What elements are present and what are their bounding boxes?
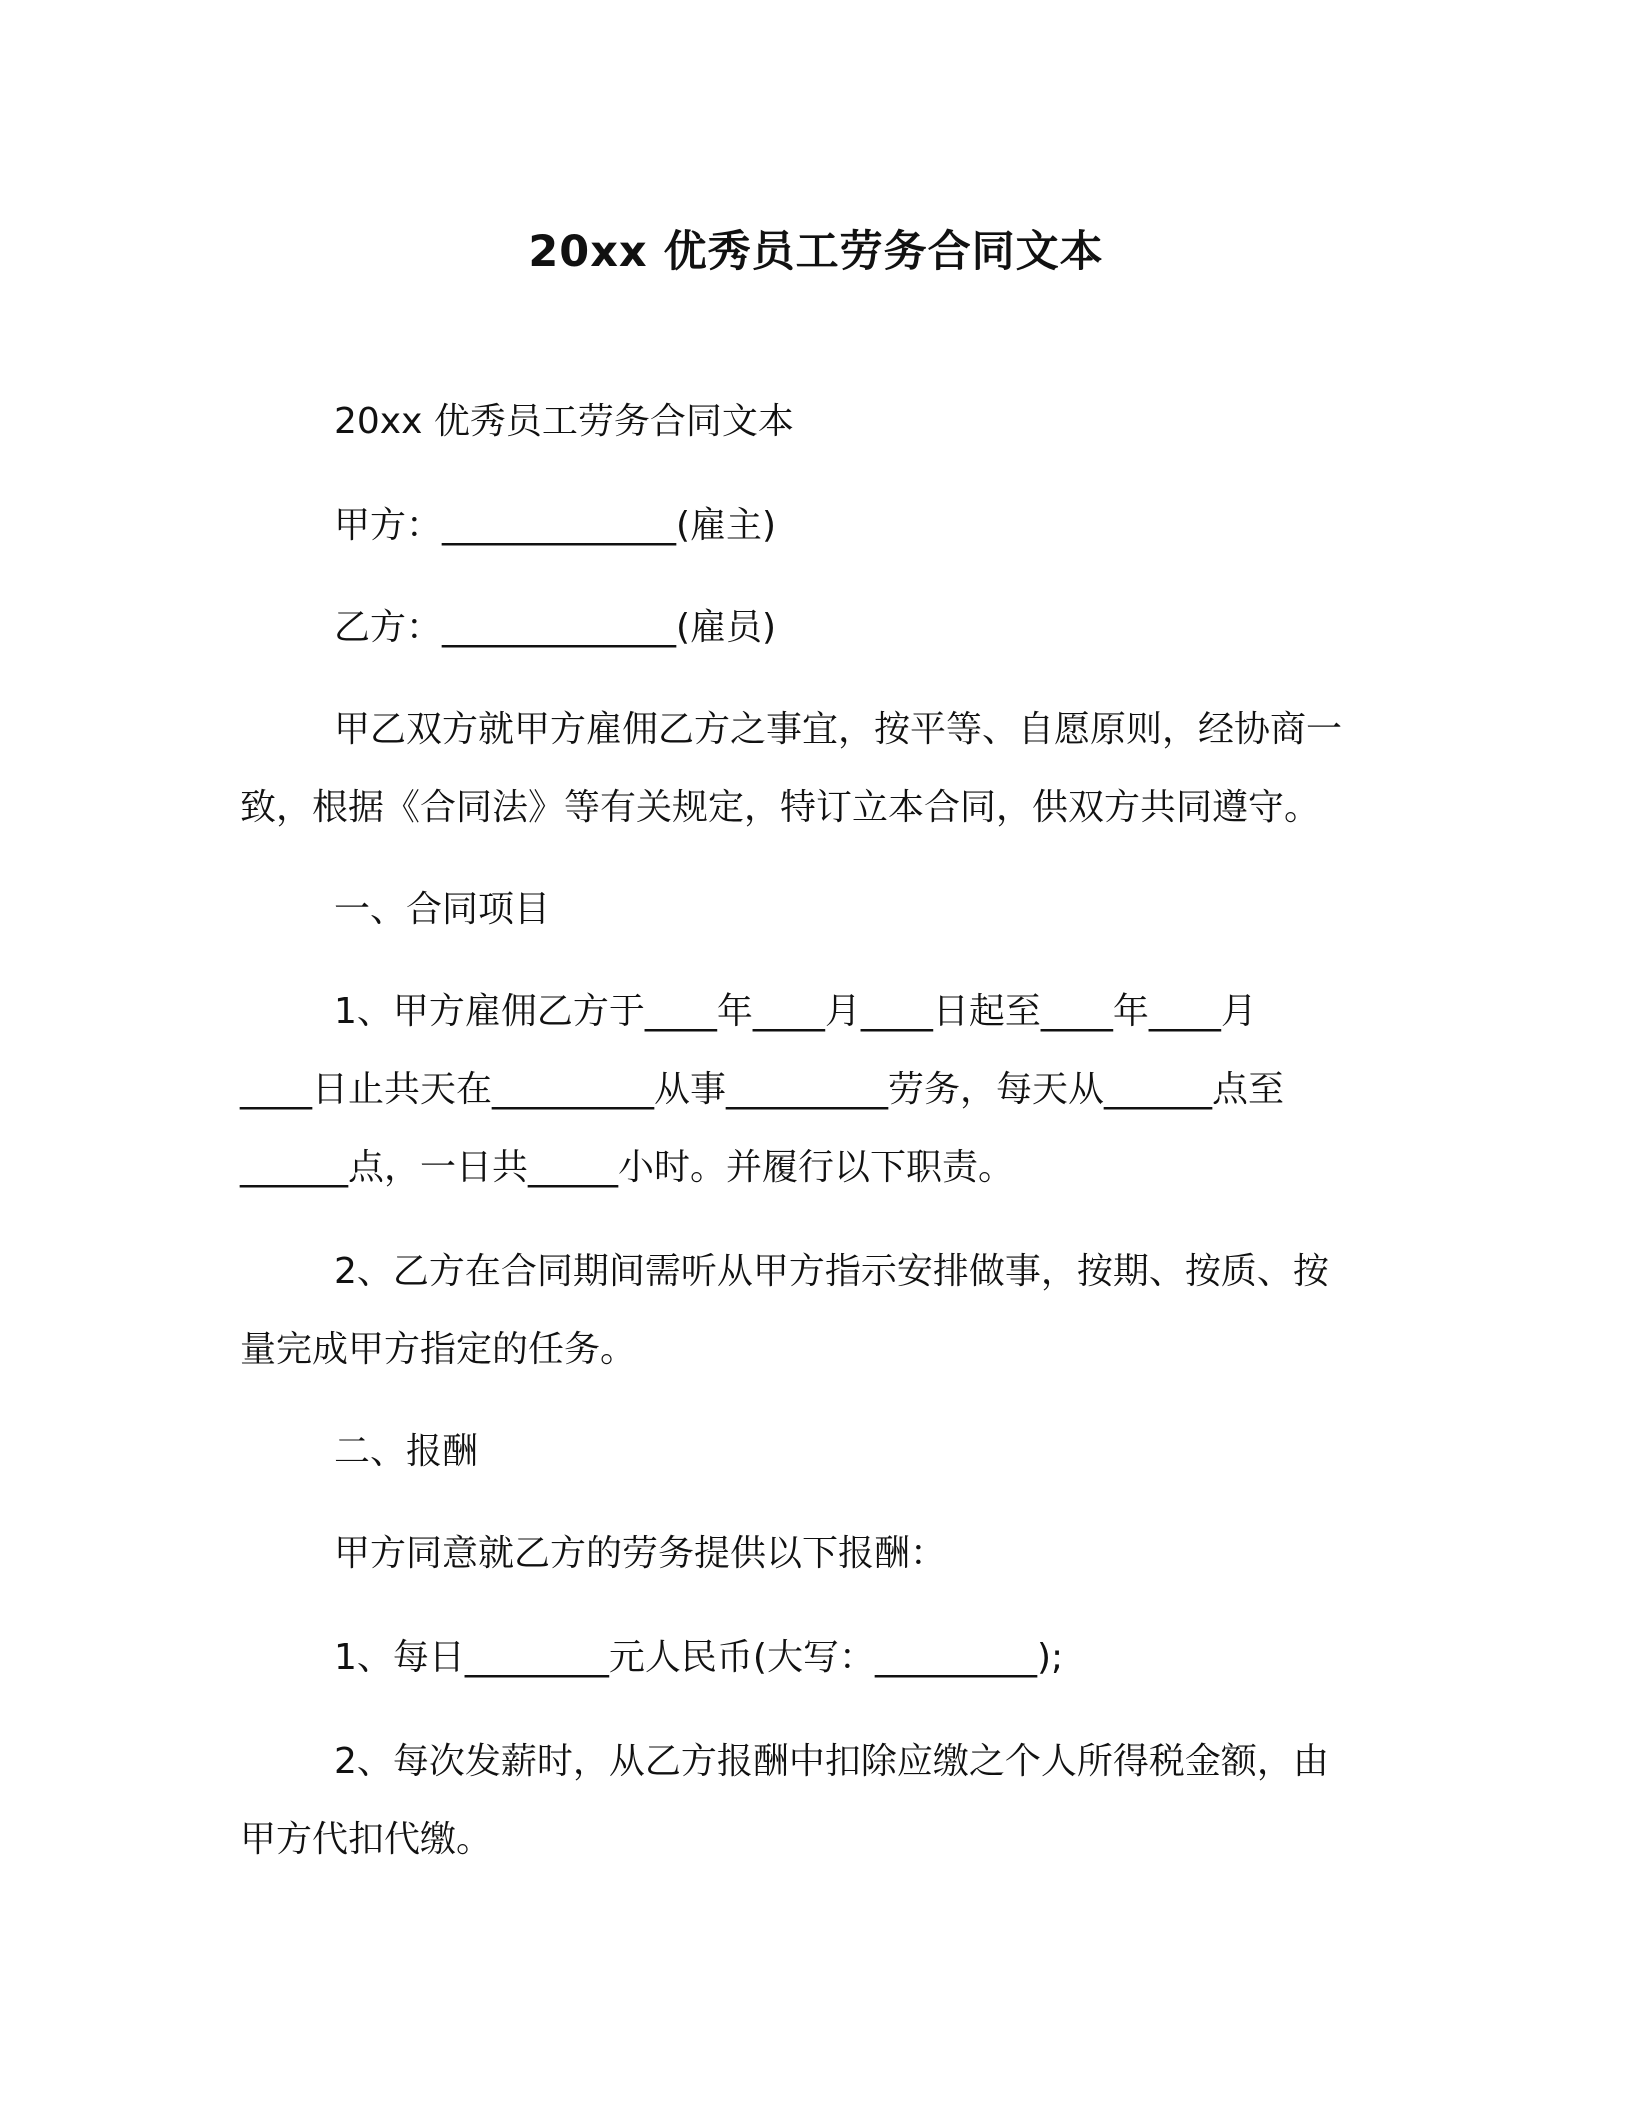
remuneration-clause-1: 1、每日________元人民币(大写：_________);	[334, 1637, 1064, 1678]
section-heading-remuneration: 二、报酬	[334, 1431, 479, 1472]
clause-1-line-2: ____日止共天在_________从事_________劳务，每天从______点至	[240, 1069, 1285, 1110]
party-a-line: 甲方：_____________(雇主)	[334, 505, 777, 546]
preamble-line-1: 甲乙双方就甲方雇佣乙方之事宜，按平等、自愿原则，经协商一	[334, 709, 1343, 750]
party-b-line: 乙方：_____________(雇员)	[334, 607, 777, 648]
clause-1-line-3: ______点，一日共_____小时。并履行以下职责。	[240, 1147, 1015, 1188]
preamble-line-2: 致，根据《合同法》等有关规定，特订立本合同，供双方共同遵守。	[240, 787, 1321, 828]
clause-2-line-2: 量完成甲方指定的任务。	[240, 1329, 637, 1370]
clause-2-line-1: 2、乙方在合同期间需听从甲方指示安排做事，按期、按质、按	[334, 1251, 1329, 1292]
remuneration-clause-2-line-2: 甲方代扣代缴。	[240, 1819, 493, 1860]
section-heading-contract-items: 一、合同项目	[334, 889, 551, 930]
remuneration-intro: 甲方同意就乙方的劳务提供以下报酬：	[334, 1533, 947, 1574]
clause-1-line-1: 1、甲方雇佣乙方于____年____月____日起至____年____月	[334, 991, 1257, 1032]
document-title: 20xx 优秀员工劳务合同文本	[528, 227, 1104, 277]
remuneration-clause-2-line-1: 2、每次发薪时，从乙方报酬中扣除应缴之个人所得税金额，由	[334, 1741, 1329, 1782]
subtitle-line: 20xx 优秀员工劳务合同文本	[334, 401, 794, 442]
